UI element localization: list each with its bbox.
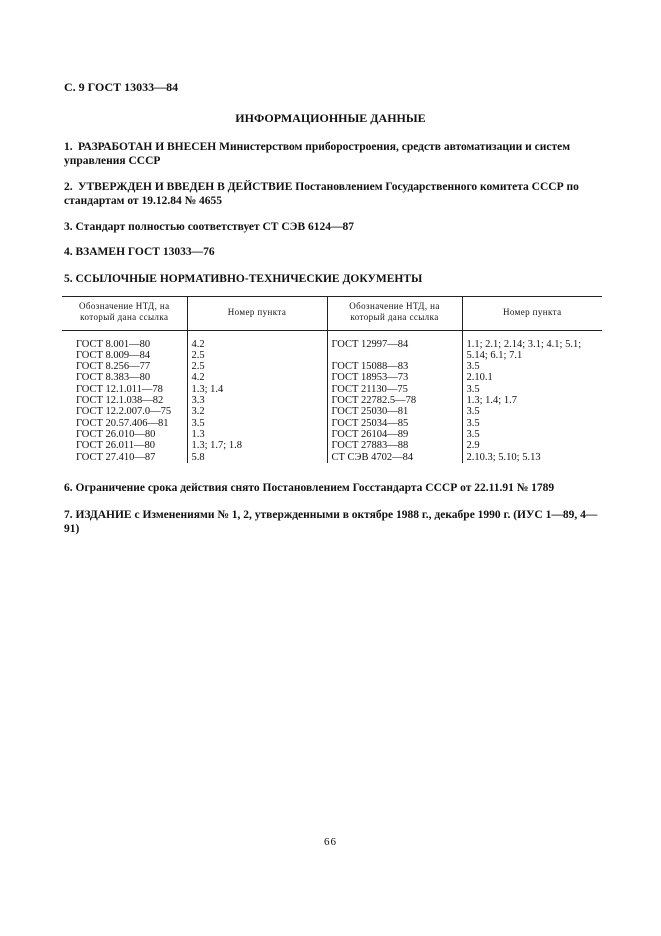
clause-cell: 2.5 xyxy=(187,350,327,361)
ntd-cell: ГОСТ 18953—73 xyxy=(327,372,462,383)
section-title: ИНФОРМАЦИОННЫЕ ДАННЫЕ xyxy=(235,111,426,125)
clause-cell: 1.3; 1.4 xyxy=(187,384,327,395)
item-2-text: Постановлением Государственного комитета СССР по стандартам от 19.12.84 № 4655 xyxy=(64,181,579,207)
clause-cell: 1.3 xyxy=(187,429,327,440)
table-row xyxy=(62,429,602,440)
item-6: 6. Ограничение срока действия снято Постановлением Госстандарта СССР от 22.11.91 № 1789 xyxy=(64,482,555,494)
clause-cell: 3.5 xyxy=(466,428,480,440)
item-3: 3. Стандарт полностью соответствует СТ СЭВ 6124—87 xyxy=(64,221,355,233)
table-row xyxy=(62,372,602,383)
clause-cell: 3.2 xyxy=(187,406,327,417)
header-ntd-1: Обозначение НТД, на который дана ссылка xyxy=(62,297,187,331)
page-number: 66 xyxy=(324,836,337,848)
ntd-cell: ГОСТ 8.001—80 xyxy=(62,330,187,350)
ntd-cell: ГОСТ 26.010—80 xyxy=(62,429,187,440)
clause-cell: 3.3 xyxy=(187,395,327,406)
item-1-text: Министерством приборостроения, средств автоматизации и систем управления СССР xyxy=(64,141,571,167)
ntd-cell: ГОСТ 12.1.038—82 xyxy=(62,395,187,406)
ntd-cell: СТ СЭВ 4702—84 xyxy=(327,452,462,463)
ntd-cell: ГОСТ 26104—89 xyxy=(327,429,462,440)
clause-cell: 2.5 xyxy=(187,361,327,372)
clause-cell: 4.2 xyxy=(187,330,327,350)
clause-cell: 2.10.1 xyxy=(466,372,493,384)
clause-cell: 1.1; 2.1; 2.14; 3.1; 4.1; 5.1; xyxy=(466,338,582,350)
clause-cell: 1.3; 1.4; 1.7 xyxy=(466,395,517,407)
item-4: 4. ВЗАМЕН ГОСТ 13033—76 xyxy=(64,246,215,258)
clause-cell: 2.10.3; 5.10; 5.13 xyxy=(466,451,541,463)
item-2 xyxy=(64,180,604,208)
clause-cell: 3.5 xyxy=(466,406,480,418)
clause-cell: 3.5 xyxy=(466,361,480,373)
header-clause-2: Номер пункта xyxy=(462,297,602,331)
ntd-cell: ГОСТ 15088—83 xyxy=(327,361,462,372)
item-2-number: 2. xyxy=(64,181,73,193)
table-row xyxy=(62,452,602,463)
references-table xyxy=(62,296,602,463)
item-5: 5. ССЫЛОЧНЫЕ НОРМАТИВНО-ТЕХНИЧЕСКИЕ ДОКУМЕНТЫ xyxy=(64,273,423,285)
table-row xyxy=(62,330,602,350)
clause-cell: 3.5 xyxy=(187,418,327,429)
table-row xyxy=(62,395,602,406)
ntd-cell: ГОСТ 20.57.406—81 xyxy=(62,418,187,429)
ntd-cell: ГОСТ 12997—84 xyxy=(327,330,462,350)
ntd-cell: ГОСТ 12.2.007.0—75 xyxy=(62,406,187,417)
table-row xyxy=(62,350,602,361)
clause-cell: 3.5 xyxy=(466,383,480,395)
table-row xyxy=(62,361,602,372)
item-1-number: 1. xyxy=(64,141,73,153)
item-7: 7. ИЗДАНИЕ с Изменениями № 1, 2, утвержденными в октябре 1988 г., декабре 1990 г. (ИУС 1—89, 4—91) xyxy=(64,509,598,535)
ntd-cell: ГОСТ 8.009—84 xyxy=(62,350,187,361)
ntd-cell: ГОСТ 21130—75 xyxy=(327,384,462,395)
item-1 xyxy=(64,140,604,168)
clause-cell: 5.8 xyxy=(187,452,327,463)
ntd-cell: ГОСТ 8.256—77 xyxy=(62,361,187,372)
clause-cell: 5.14; 6.1; 7.1 xyxy=(466,349,523,361)
ntd-cell: ГОСТ 26.011—80 xyxy=(62,440,187,451)
table-row xyxy=(62,418,602,429)
ntd-cell: ГОСТ 25034—85 xyxy=(327,418,462,429)
table-row xyxy=(62,406,602,417)
page-header: С. 9 ГОСТ 13033—84 xyxy=(64,80,179,94)
ntd-cell: ГОСТ 12.1.011—78 xyxy=(62,384,187,395)
ntd-cell: ГОСТ 27.410—87 xyxy=(62,452,187,463)
clause-cell: 4.2 xyxy=(187,372,327,383)
item-1-lead: РАЗРАБОТАН И ВНЕСЕН xyxy=(78,141,217,153)
clause-cell: 1.3; 1.7; 1.8 xyxy=(187,440,327,451)
ntd-cell: ГОСТ 8.383—80 xyxy=(62,372,187,383)
ntd-cell: ГОСТ 25030—81 xyxy=(327,406,462,417)
item-2-lead: УТВЕРЖДЕН И ВВЕДЕН В ДЕЙСТВИЕ xyxy=(78,181,293,193)
table-header-row xyxy=(62,297,602,331)
ntd-cell: ГОСТ 27883—88 xyxy=(327,440,462,451)
table-row xyxy=(62,440,602,451)
ntd-cell: ГОСТ 22782.5—78 xyxy=(327,395,462,406)
clause-cell: 3.5 xyxy=(466,417,480,429)
table-row xyxy=(62,384,602,395)
ntd-cell xyxy=(327,350,462,361)
header-ntd-2: Обозначение НТД, на который дана ссылка xyxy=(327,297,462,331)
clause-cell: 2.9 xyxy=(466,440,480,452)
header-clause-1: Номер пункта xyxy=(187,297,327,331)
